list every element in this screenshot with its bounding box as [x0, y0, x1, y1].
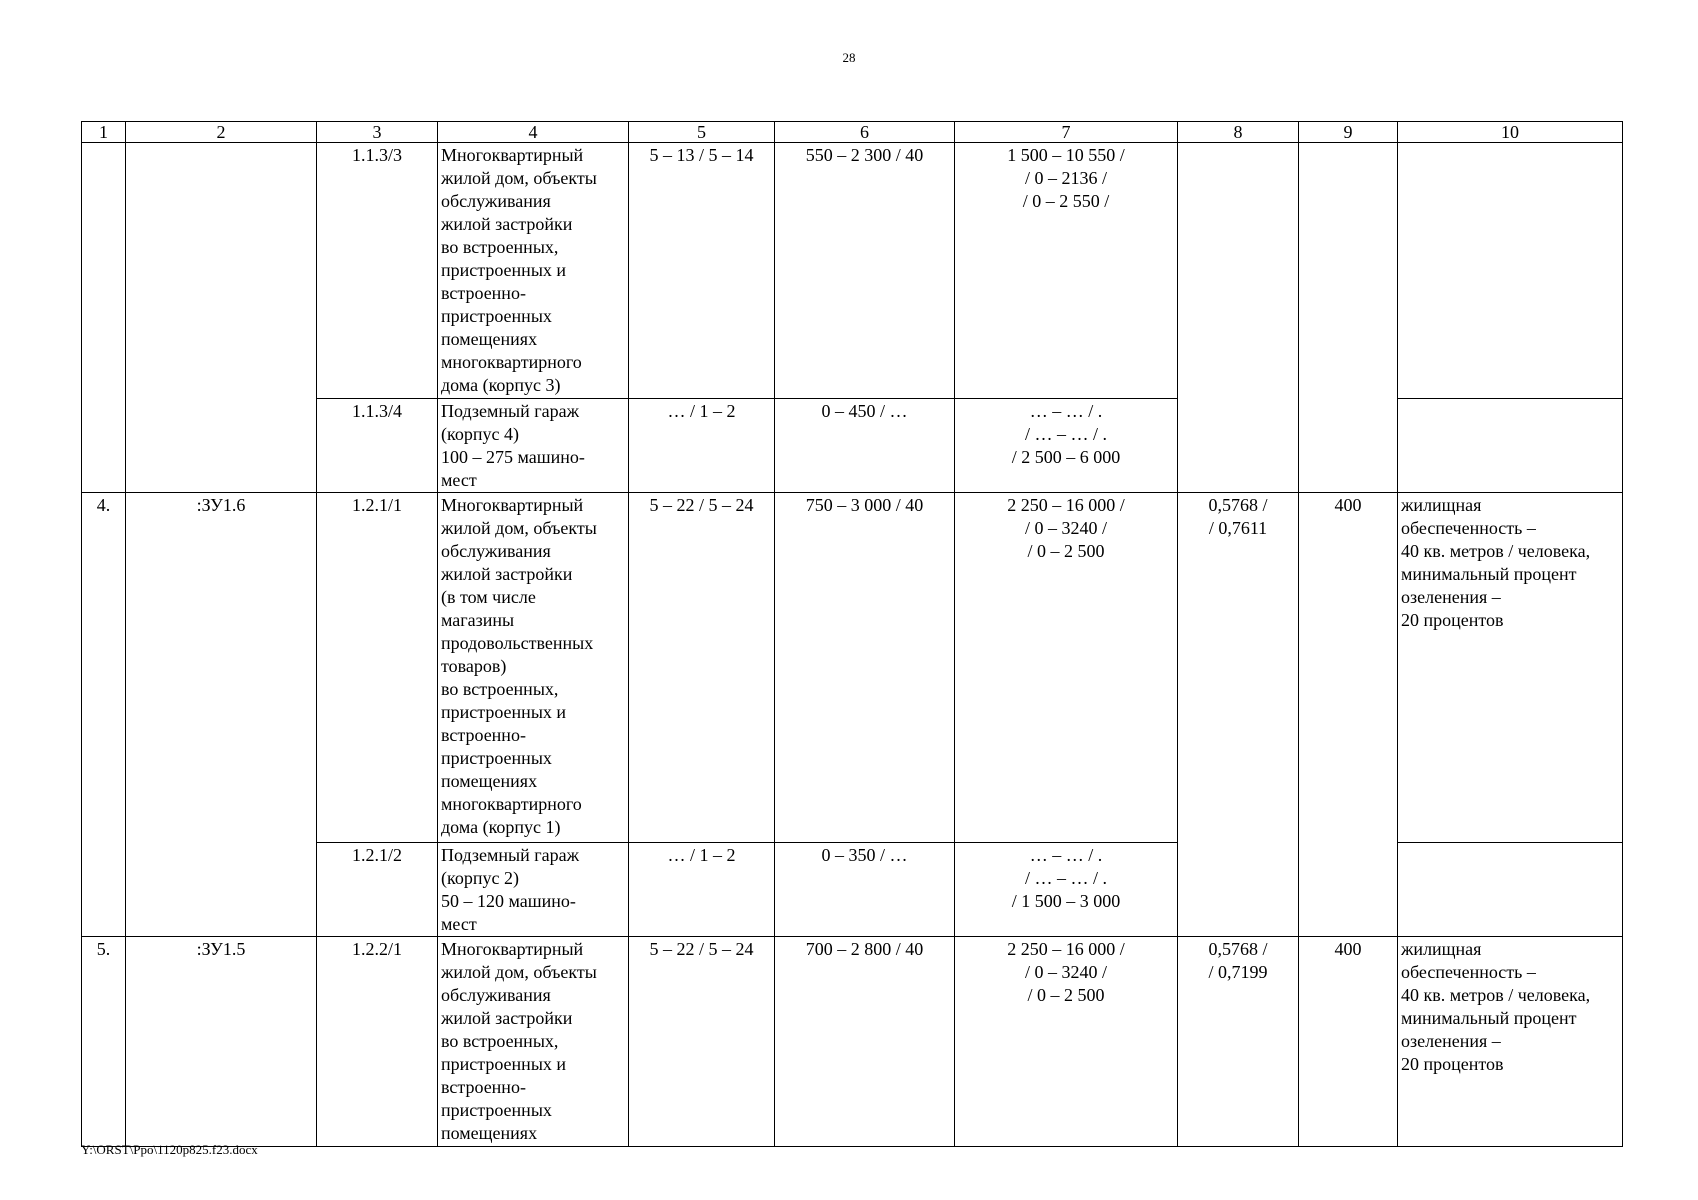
- table-row: [82, 937, 1623, 1147]
- cell-notes: [1398, 143, 1623, 399]
- page-number: 28: [842, 50, 856, 65]
- cell-floor-area: … – … / . / … – … / . / 2 500 – 6 000: [955, 399, 1178, 493]
- table-row: [82, 143, 1623, 399]
- cell-max-height: 400: [1299, 937, 1398, 1147]
- cell-area: 550 – 2 300 / 40: [775, 143, 955, 399]
- cell-floors: … / 1 – 2: [629, 843, 775, 937]
- cell-object-code: 1.2.1/2: [317, 843, 438, 937]
- cell-density: 0,5768 / / 0,7611: [1178, 493, 1299, 937]
- cell-object-code: 1.1.3/4: [317, 399, 438, 493]
- cell-object-description: Подземный гараж (корпус 4) 100 – 275 машино- мест: [438, 399, 629, 493]
- header-cell: 6: [775, 122, 955, 143]
- header-cell: 5: [629, 122, 775, 143]
- cell-floors: 5 – 22 / 5 – 24: [629, 937, 775, 1147]
- cell-floor-area: 2 250 – 16 000 / / 0 – 3240 / / 0 – 2 500: [955, 937, 1178, 1147]
- cell-density: 0,5768 / / 0,7199: [1178, 937, 1299, 1147]
- cell-land-plot: :ЗУ1.5: [126, 937, 317, 1147]
- cell-object-description: Многоквартирный жилой дом, объекты обслуживания жилой застройки во встроенных, пристроенных и встроенно- пристроенных помещениях многоквартирного дома (корпус 3): [438, 143, 629, 399]
- cell-max-height: [1299, 143, 1398, 493]
- header-cell: 1: [82, 122, 126, 143]
- header-cell: 2: [126, 122, 317, 143]
- cell-notes: жилищная обеспеченность – 40 кв. метров / человека, минимальный процент озеленения – 20 процентов: [1398, 493, 1623, 843]
- cell-object-code: 1.2.1/1: [317, 493, 438, 843]
- footer-file-path: Y:\ORST\Ppo\1120p825.f23.docx: [81, 1142, 258, 1157]
- cell-area: 700 – 2 800 / 40: [775, 937, 955, 1147]
- cell-area: 750 – 3 000 / 40: [775, 493, 955, 843]
- parameters-table: [81, 121, 1623, 1147]
- cell-density: [1178, 143, 1299, 493]
- cell-floor-area: … – … / . / … – … / . / 1 500 – 3 000: [955, 843, 1178, 937]
- cell-max-height: 400: [1299, 493, 1398, 937]
- header-cell: 8: [1178, 122, 1299, 143]
- cell-floor-area: 1 500 – 10 550 / / 0 – 2136 / / 0 – 2 550 /: [955, 143, 1178, 399]
- cell-row-number: [82, 143, 126, 493]
- cell-floors: … / 1 – 2: [629, 399, 775, 493]
- cell-area: 0 – 350 / …: [775, 843, 955, 937]
- cell-area: 0 – 450 / …: [775, 399, 955, 493]
- table-row: [82, 493, 1623, 843]
- header-cell: 9: [1299, 122, 1398, 143]
- header-cell: 4: [438, 122, 629, 143]
- column-number-row: [82, 122, 1623, 143]
- cell-object-description: Многоквартирный жилой дом, объекты обслуживания жилой застройки (в том числе магазины продовольственных товаров) во встроенных, пристроенных и встроенно- пристроенных помещениях многоквартирного дома (корпус 1): [438, 493, 629, 843]
- cell-notes: жилищная обеспеченность – 40 кв. метров / человека, минимальный процент озеленения – 20 процентов: [1398, 937, 1623, 1147]
- cell-notes: [1398, 843, 1623, 937]
- header-cell: 7: [955, 122, 1178, 143]
- cell-object-description: Подземный гараж (корпус 2) 50 – 120 машино- мест: [438, 843, 629, 937]
- header-cell: 3: [317, 122, 438, 143]
- cell-floor-area: 2 250 – 16 000 / / 0 – 3240 / / 0 – 2 500: [955, 493, 1178, 843]
- cell-notes: [1398, 399, 1623, 493]
- cell-row-number: 5.: [82, 937, 126, 1147]
- cell-object-description: Многоквартирный жилой дом, объекты обслуживания жилой застройки во встроенных, пристроенных и встроенно- пристроенных помещениях: [438, 937, 629, 1147]
- cell-object-code: 1.2.2/1: [317, 937, 438, 1147]
- cell-object-code: 1.1.3/3: [317, 143, 438, 399]
- header-cell: 10: [1398, 122, 1623, 143]
- cell-land-plot: [126, 143, 317, 493]
- cell-floors: 5 – 22 / 5 – 24: [629, 493, 775, 843]
- cell-floors: 5 – 13 / 5 – 14: [629, 143, 775, 399]
- cell-land-plot: :ЗУ1.6: [126, 493, 317, 937]
- cell-row-number: 4.: [82, 493, 126, 937]
